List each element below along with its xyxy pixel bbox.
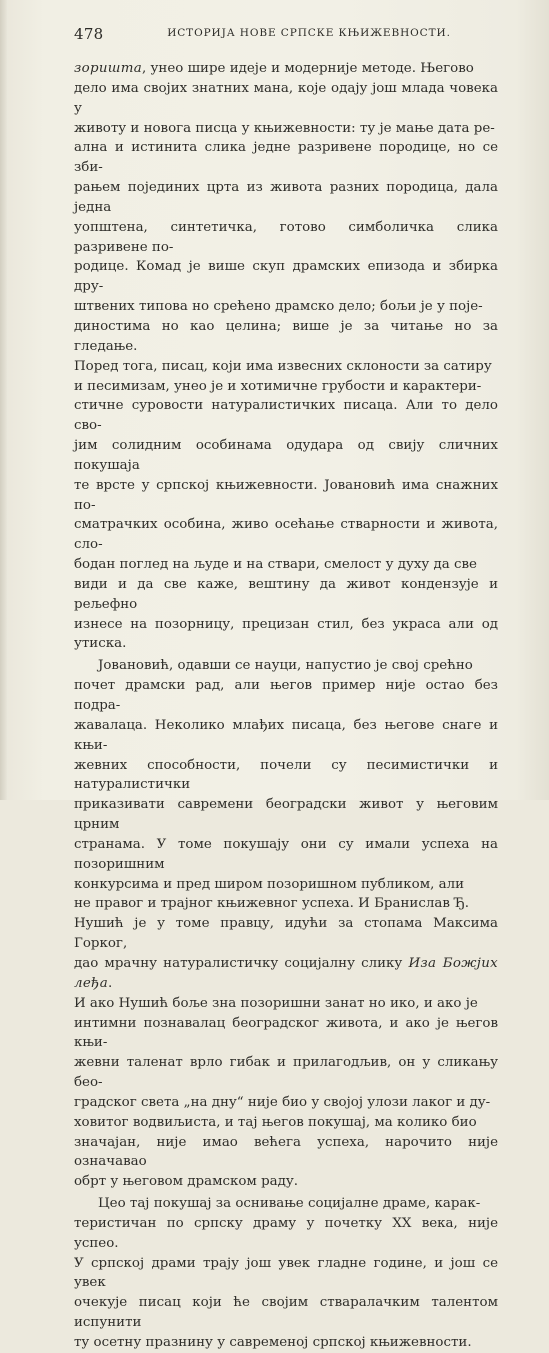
paragraph-1: зоришта, унео шире идеје и модерније методе. Његово дело има својих знатних мана, које одају још млада човека у животу и новога писца у књижевности: ту је мање дата ре- ална и истинита слика једне разривене породице, но се зби- рањем појединих црта из живота разних породица, дала једна уопштена, синтетичка, готово симболичка слика разривене по- родице. Комад је више скуп драмских епизода и збирка дру- штвених типова но срећено драмско дело; бољи је у поје- диностима но као целина; више је за читање но за гледање. Поред тога, писац, који има извесних склоности за сатиру и песимизам, унео је и хотимичне грубости и карактери- стичне суровости натуралистичких писаца. Али то дело сво- јим солидним особинама одудара од свију сличних покушаја те врсте у српској књижевности. Јовановић има снажних по- сматрачких особина, живо осећање стварности и живота, сло- бодан поглед на људе и на ствари, смелост у духу да све види и да све каже, вештину да живот кондензује и рељефно изнесе на позорницу, прецизан стил, без украса али од утиска. [74,61,498,652]
page-gutter-shadow [0,0,7,800]
running-title: ИСТОРИЈА НОВЕ СРПСКЕ КЊИЖЕВНОСТИ. [167,27,451,39]
body-text [74,59,498,1353]
paragraph-2: Јовановић, одавши се науци, напустио је свој срећно почет драмски рад, али његов пример није остао без подра- жавалаца. Неколико млађих писаца, без његове снаге и књи- жевних способности, почели су песимистички и натуралистички приказивати савремени београдски живот у његовим црним странама. У томе покушају они су имали успеха на позоришним конкурсима и пред широм позоришном публиком, али не правог и трајног књижевног успеха. И Бранислав Ђ. Нушић је у томе правцу, идући за стопама Максима Горког, дао мрачну натуралистичку социјалну слику Иза Божјих леђа. И ако Нушић боље зна позоришни занат но ико, и ако је интимни познавалац београдског живота, и ако је његов књи- жевни таленат врло гибак и прилагодљив, он у сликању бео- градског света „на дну“ није био у својој улози лаког и ду- ховитог водвиљиста, и тај његов покушај, ма колико био значајан, није имао већега успеха, нарочито није означавао обрт у његовом драмском раду. [74,658,498,1190]
paragraph-3: Цео тај покушај за оснивање социјалне драме, карак- теристичан по српску драму у почетку XX века, није успео. У српској драми трају још увек гладне године, и још се увек очекује писац који ће својим стваралачким талентом испунити ту осетну празнину у савременој српској књижевности. [74,1196,498,1350]
italic-title: Иза Божјих леђа [74,955,498,991]
italic-title: зоришта [74,61,143,76]
running-header [74,24,498,44]
page-number: 478 [74,25,104,43]
